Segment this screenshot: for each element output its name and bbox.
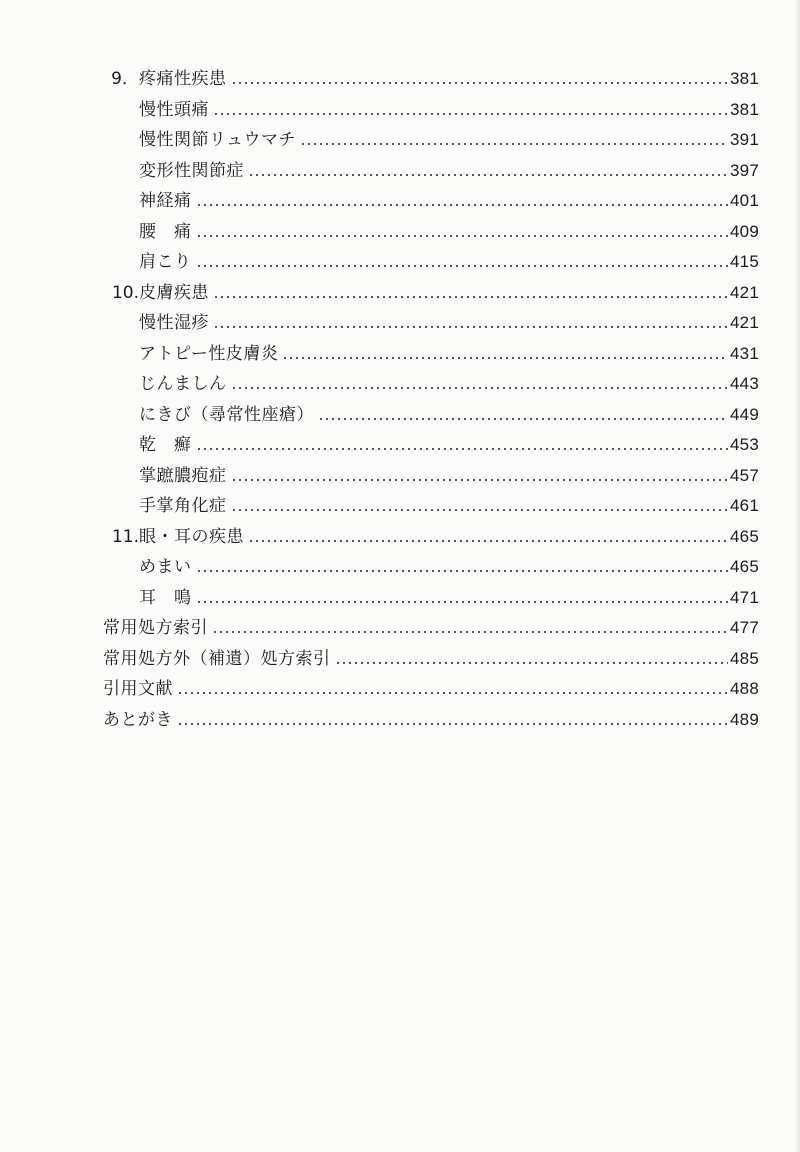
toc-entry[interactable]: [0, 186, 800, 217]
page-number: 409: [730, 221, 759, 241]
dot-leader: [212, 631, 728, 633]
entry-title: あとがき: [103, 709, 173, 730]
dot-leader: [282, 357, 728, 359]
toc-entry[interactable]: [0, 156, 800, 187]
page-number: 453: [730, 435, 759, 454]
entry-title: 掌蹠膿疱症: [139, 465, 227, 486]
toc-entry[interactable]: [0, 461, 800, 492]
page-number: 461: [730, 496, 759, 515]
page-number: 421: [730, 282, 759, 302]
toc-entry[interactable]: [0, 308, 800, 339]
entry-title: 常用処方索引: [103, 618, 208, 638]
entry-title: めまい: [139, 557, 192, 577]
toc-entry[interactable]: [0, 400, 800, 431]
chapter-number: 11.: [111, 526, 139, 547]
entry-title: 変形性関節症: [139, 160, 244, 181]
dot-leader: [318, 418, 728, 420]
page-number: 397: [730, 160, 759, 180]
entry-title: アトピー性皮膚炎: [139, 343, 279, 364]
toc-entry[interactable]: [0, 95, 800, 126]
dot-leader: [300, 143, 728, 145]
page-number: 477: [730, 618, 759, 637]
dot-leader: [248, 540, 728, 542]
page-number: 415: [730, 252, 759, 271]
entry-title: 慢性湿疹: [139, 313, 209, 333]
toc-entry[interactable]: [0, 339, 800, 370]
toc-entry[interactable]: [0, 217, 800, 248]
entry-title: 神経痛: [139, 191, 192, 211]
page-number: 489: [730, 709, 759, 729]
dot-leader: [248, 174, 728, 176]
toc-chapter-11[interactable]: [0, 522, 800, 553]
entry-title: 慢性関節リュウマチ: [139, 130, 296, 150]
dot-leader: [335, 662, 729, 664]
dot-leader: [177, 723, 728, 725]
page-number: 465: [730, 557, 759, 576]
page-number: 471: [730, 587, 759, 607]
page-number: 401: [730, 191, 759, 210]
entry-title: じんましん: [139, 374, 227, 394]
entry-title: 眼・耳の疾患: [139, 526, 244, 547]
page-number: 443: [730, 374, 759, 393]
dot-leader: [196, 448, 729, 450]
page-number: 465: [730, 526, 759, 546]
entry-title: 慢性頭痛: [139, 99, 209, 120]
toc-entry[interactable]: [0, 247, 800, 278]
toc-entry[interactable]: [0, 583, 800, 614]
dot-leader: [196, 265, 729, 267]
dot-leader: [196, 235, 729, 237]
page-number: 431: [730, 343, 759, 363]
toc-section[interactable]: [0, 705, 800, 736]
dot-leader: [196, 204, 729, 206]
dot-leader: [213, 296, 728, 298]
dot-leader: [213, 113, 728, 115]
toc-entry[interactable]: [0, 369, 800, 400]
page-number: 381: [730, 69, 759, 88]
toc-chapter-9[interactable]: [0, 64, 800, 95]
table-of-contents: [0, 64, 800, 735]
entry-title: 引用文献: [103, 679, 173, 699]
page-number: 391: [730, 130, 759, 149]
toc-section[interactable]: [0, 644, 800, 675]
toc-section[interactable]: [0, 613, 800, 644]
page-number: 381: [730, 99, 759, 119]
entry-title: 皮膚疾患: [139, 282, 209, 303]
dot-leader: [196, 601, 729, 603]
toc-entry[interactable]: [0, 552, 800, 583]
entry-title: 常用処方外（補遺）処方索引: [103, 648, 331, 669]
entry-title: 乾 癬: [139, 435, 192, 455]
toc-chapter-10[interactable]: [0, 278, 800, 309]
page-number: 488: [730, 679, 759, 698]
page-number: 457: [730, 465, 759, 485]
dot-leader: [231, 387, 729, 389]
toc-entry[interactable]: [0, 125, 800, 156]
entry-title: 肩こり: [139, 252, 192, 272]
entry-title: 耳 鳴: [139, 587, 192, 608]
dot-leader: [231, 82, 729, 84]
page-number: 449: [730, 404, 759, 424]
page-number: 485: [730, 648, 759, 668]
dot-leader: [177, 692, 728, 694]
entry-title: 手掌角化症: [139, 496, 227, 516]
entry-title: 疼痛性疾患: [139, 69, 227, 89]
chapter-number: 9．: [111, 69, 139, 89]
entry-title: にきび（尋常性座瘡）: [139, 404, 314, 425]
page-number: 421: [730, 313, 759, 332]
dot-leader: [231, 509, 729, 511]
toc-entry[interactable]: [0, 430, 800, 461]
chapter-number: 10.: [111, 282, 139, 303]
dot-leader: [231, 479, 729, 481]
dot-leader: [213, 326, 728, 328]
toc-entry[interactable]: [0, 491, 800, 522]
dot-leader: [196, 570, 729, 572]
toc-section[interactable]: [0, 674, 800, 705]
entry-title: 腰 痛: [139, 221, 192, 242]
